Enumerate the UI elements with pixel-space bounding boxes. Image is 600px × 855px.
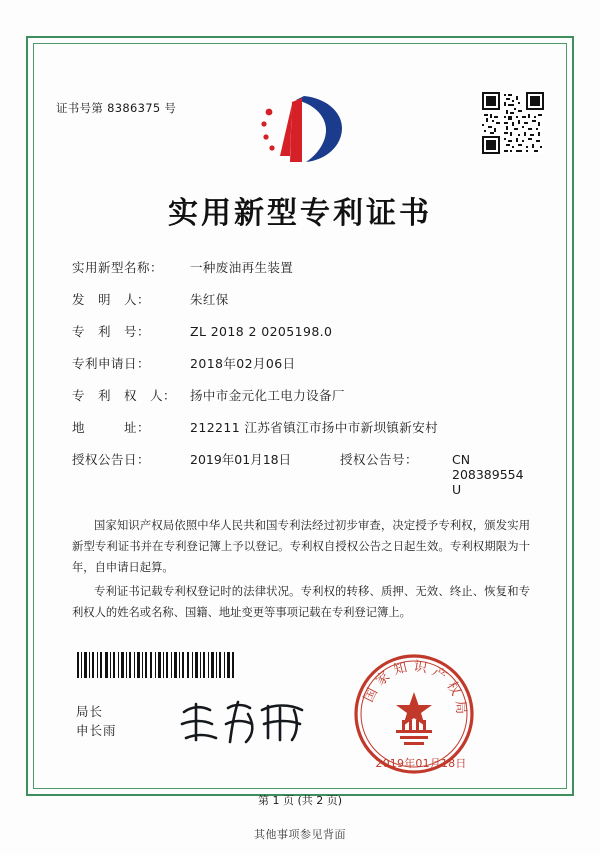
field-value: 扬中市金元化工电力设备厂 — [190, 388, 345, 403]
field-row-patent-number — [72, 322, 532, 340]
director-name: 申长雨 — [76, 723, 117, 739]
corner-ornament-bottom-right — [540, 762, 574, 796]
field-label-grant-date: 授权公告日： — [72, 452, 151, 467]
field-label: 地 址： — [72, 420, 151, 435]
legal-text-block — [72, 516, 530, 626]
field-value: 朱红保 — [190, 292, 229, 307]
field-row-title — [72, 258, 532, 276]
field-row-application-date — [72, 354, 532, 372]
field-label: 专利申请日： — [72, 356, 151, 371]
field-value: 2018年02月06日 — [190, 356, 296, 371]
cnipa-logo-icon — [252, 92, 348, 168]
corner-ornament-top-right — [540, 36, 574, 70]
certificate-number: 证书号第 8386375 号 — [56, 101, 177, 115]
paragraph-2: 专利证书记载专利权登记时的法律状况。专利权的转移、质押、无效、终止、恢复和专利权人的姓名或名称、国籍、地址变更等事项记载在专利登记簿上。 — [72, 584, 530, 619]
field-value: 一种废油再生装置 — [190, 260, 294, 275]
field-value: ZL 2018 2 0205198.0 — [190, 324, 333, 339]
field-value: 212211 江苏省镇江市扬中市新坝镇新安村 — [190, 420, 438, 435]
field-label-grant-number: 授权公告号： — [340, 452, 419, 467]
field-label: 专 利 权 人： — [72, 388, 177, 403]
field-label: 实用新型名称： — [72, 260, 164, 275]
seal-date: 2019年01月18日 — [375, 757, 467, 770]
field-row-address — [72, 418, 532, 436]
corner-ornament-top-left — [26, 36, 60, 70]
patent-fields — [72, 258, 532, 511]
field-row-inventor — [72, 290, 532, 308]
paragraph-1: 国家知识产权局依照中华人民共和国专利法经过初步审查，决定授予专利权，颁发实用新型专利证书并在专利登记簿上予以登记。专利权自授权公告之日起生效。专利权期限为十年，自申请日起算。 — [72, 519, 530, 574]
svg-text:国家知识产权局: 国家知识产权局 — [360, 658, 470, 720]
field-label: 发 明 人： — [72, 292, 151, 307]
qr-code-icon — [482, 92, 544, 154]
field-row-grant — [72, 450, 532, 497]
page-number: 第 1 页 (共 2 页) — [257, 794, 343, 807]
field-value-grant-number: CN 208389554 U — [452, 452, 524, 497]
barcode-icon — [76, 652, 236, 678]
footnote: 其他事项参见背面 — [254, 828, 346, 841]
field-value-grant-date: 2019年01月18日 — [190, 452, 292, 467]
handwritten-signature — [176, 694, 316, 750]
field-row-patentee — [72, 386, 532, 404]
corner-ornament-bottom-left — [26, 762, 60, 796]
field-label: 专 利 号： — [72, 324, 151, 339]
director-title: 局长 — [76, 704, 104, 719]
director-block — [76, 702, 117, 741]
page-title: 实用新型专利证书 — [168, 196, 432, 231]
